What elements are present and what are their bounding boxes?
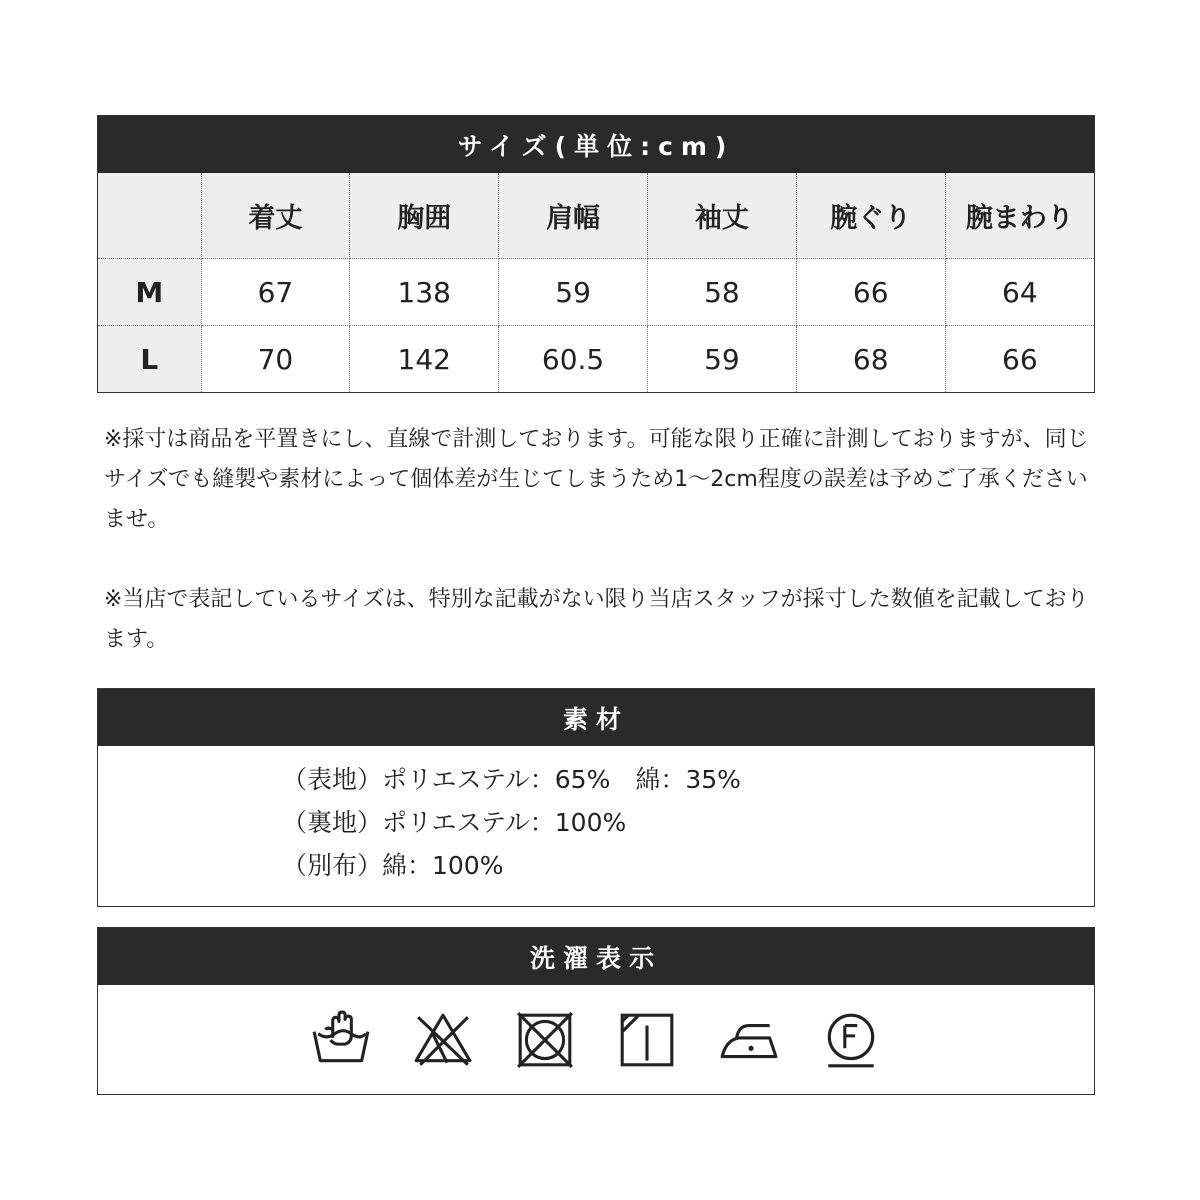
line-dry-shade-icon [616,1009,678,1071]
size-table [98,173,1094,392]
table-cell: 70 [201,326,350,393]
table-cell: 58 [647,259,796,326]
material-list [98,746,1094,887]
column-header: 胸囲 [350,173,499,259]
material-line-lining: （裏地）ポリエステル：100% [282,808,627,837]
size-table-header-row [98,173,1094,259]
table-cell: 68 [796,326,945,393]
table-row [98,326,1094,393]
table-cell: 59 [647,326,796,393]
material-line-outer: （表地）ポリエステル：65% 綿：35% [282,765,741,794]
table-cell: 64 [945,259,1094,326]
column-header: 肩幅 [499,173,648,259]
table-cell: 67 [201,259,350,326]
size-table-title: サイズ(単位:cm) [98,116,1094,173]
size-label: L [98,326,201,393]
dry-clean-f-icon [820,1009,882,1071]
care-title: 洗濯表示 [98,928,1094,985]
table-cell: 66 [945,326,1094,393]
care-block [97,927,1095,1095]
table-cell: 59 [499,259,648,326]
column-header: 腕まわり [945,173,1094,259]
size-label: M [98,259,201,326]
table-row [98,259,1094,326]
table-cell: 142 [350,326,499,393]
size-notation-note: ※当店で表記しているサイズは、特別な記載がない限り当店スタッフが採寸した数値を記載しております。 [104,587,1089,652]
material-title: 素材 [98,689,1094,746]
material-line-trim: （別布）綿：100% [282,851,504,880]
corner-cell [98,173,201,259]
hand-wash-icon [310,1009,372,1071]
material-block [97,688,1095,907]
care-icons [98,985,1094,1095]
column-header: 着丈 [201,173,350,259]
column-header: 袖丈 [647,173,796,259]
iron-low-icon [718,1009,780,1071]
table-cell: 60.5 [499,326,648,393]
table-cell: 138 [350,259,499,326]
no-bleach-icon [412,1009,474,1071]
column-header: 腕ぐり [796,173,945,259]
table-cell: 66 [796,259,945,326]
no-tumble-dry-icon [514,1009,576,1071]
measurement-note: ※採寸は商品を平置きにし、直線で計測しております。可能な限り正確に計測しておりますが、同じサイズでも縫製や素材によって個体差が生じてしまうため1〜2cm程度の誤差は予めご了承くださいませ。 [104,427,1089,532]
size-table-block [97,115,1095,393]
